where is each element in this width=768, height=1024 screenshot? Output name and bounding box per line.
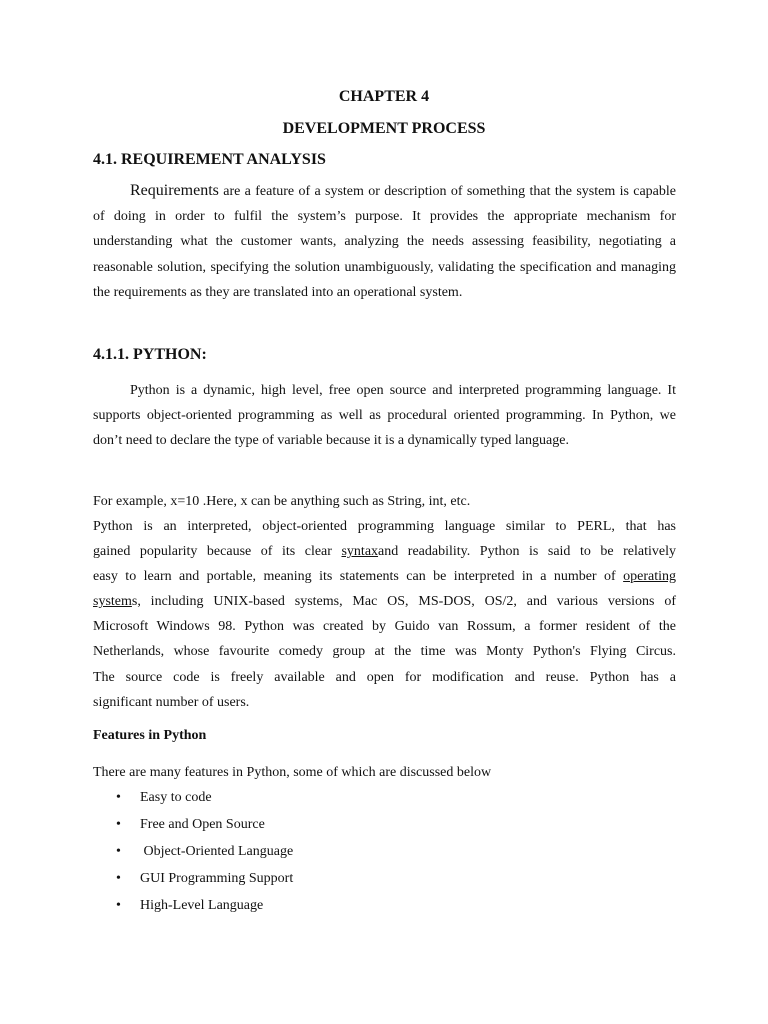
python-desc-line-8: significant number of users. (93, 695, 250, 710)
bullet-icon: • (116, 790, 121, 805)
section-heading-requirement-analysis: 4.1. REQUIREMENT ANALYSIS (93, 151, 326, 168)
feature-item-label: Free and Open Source (140, 817, 265, 832)
bullet-icon: • (116, 844, 121, 859)
feature-item-label: Easy to code (140, 790, 212, 805)
systems-link[interactable]: system (93, 594, 132, 609)
section-heading-python: 4.1.1. PYTHON: (93, 346, 207, 363)
python-desc-line-2-text-b: and readability. Python is said to be relatively (378, 544, 677, 559)
python-desc-line-7: The source code is freely available and open for modification and reuse. Python has a (93, 670, 676, 685)
operating-link[interactable]: operating (623, 569, 676, 584)
feature-item-label: Object-Oriented Language (140, 844, 294, 859)
python-desc-line-2-text-a: gained popularity because of its clear (93, 544, 342, 559)
feature-item-label: GUI Programming Support (140, 871, 294, 886)
python-desc-line-4 (93, 592, 676, 612)
chapter-number: CHAPTER 4 (338, 88, 430, 105)
python-desc-line-3-text: easy to learn and portable, meaning its statements can be interpreted in a number of (93, 569, 624, 584)
python-example-line: For example, x=10 .Here, x can be anything such as String, int, etc. (93, 494, 471, 509)
python-desc-line-6: Netherlands, whose favourite comedy group at the time was Monty Python's Flying Circus. (93, 644, 676, 659)
bullet-icon: • (116, 871, 121, 886)
requirements-body: are a feature of a system or description of something that the system is capable of doing in order to fulfil the system’s purpose. It provides the appropriate mechanism for understanding what the customer wants, analyzing the needs assessing feasibility, negotiating a reasonable solution, specifying the solution unambiguously, validating the specification and managing the requirements as they are translated into an operational system. (93, 184, 676, 300)
requirements-lead-word: Requirements (130, 182, 219, 199)
python-desc-line-4-text: s, including UNIX-based systems, Mac OS, MS-DOS, OS/2, and various versions of (131, 594, 676, 609)
python-desc-line-2 (93, 542, 676, 562)
feature-item-label: High-Level Language (140, 898, 264, 913)
syntax-link[interactable]: syntax (341, 544, 379, 559)
python-desc-line-3 (93, 567, 676, 587)
bullet-icon: • (116, 898, 121, 913)
python-desc-line-5: Microsoft Windows 98. Python was created by Guido van Rossum, a former resident of the (93, 619, 676, 634)
features-intro: There are many features in Python, some of which are discussed below (93, 765, 492, 780)
features-heading: Features in Python (93, 728, 207, 743)
requirements-paragraph (93, 178, 676, 305)
bullet-icon: • (116, 817, 121, 832)
python-desc-line-1: Python is an interpreted, object-oriented programming language similar to PERL, that has (93, 519, 676, 534)
chapter-title: DEVELOPMENT PROCESS (282, 120, 486, 137)
python-intro-paragraph: Python is a dynamic, high level, free open source and interpreted programming language. It supports object-oriented programming as well as procedural oriented programming. In Python, we don’t need to declare the type of variable because it is a dynamically typed language. (93, 383, 676, 449)
